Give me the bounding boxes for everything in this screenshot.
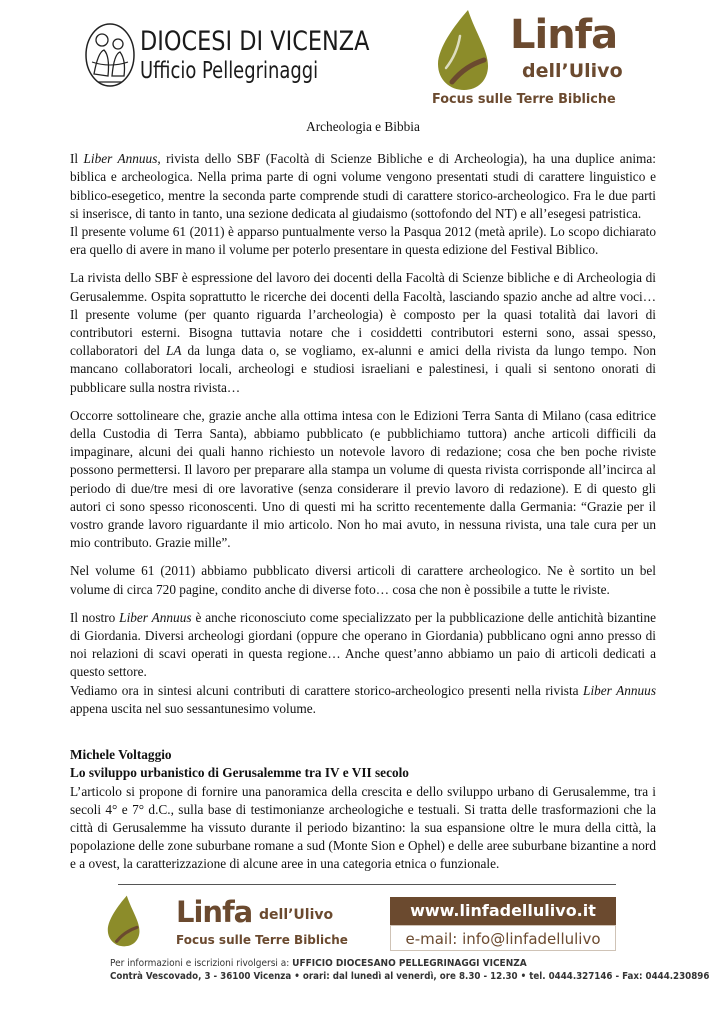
la-italic: LA: [166, 343, 182, 359]
footer-linfa-logo: [104, 893, 364, 953]
diocese-subtitle: Ufficio Pellegrinaggi: [140, 58, 319, 84]
paragraph-4: Occorre sottolineare che, grazie anche alla ottima intesa con le Edizioni Terra Santa di Milano (casa editrice della Custodia di Terra Santa), abbiamo pubblicato (e pubblichiamo tuttora) anche articoli difficili da impaginare, alcuni dei quali hanno richiesto un notevole lavoro di redazione; cosa che ben poche riviste possono permettersi. Il lavoro per preparare alla stampa un volume di questa rivista corrisponde all’incirca al periodo di due/tre mesi di ore lavorative (senza considerare il previo lavoro di redazione). E di questo gli autori ci sono spesso riconoscenti. Uno di questi mi ha scritto recentemente dalla Germania: “Grazie per il vostro grande lavoro riguardante il mio articolo. Non ho mai avuto, in nessuna rivista, una tale cura per un mio contributo. Grazie mille”.: [70, 407, 656, 551]
paragraph-2: Il presente volume 61 (2011) è apparso puntualmente verso la Pasqua 2012 (metà aprile). Lo scopo dichiarato era quello di avere in mano il volume per poterlo presentare in questa edizione del Festival Biblico.: [70, 224, 656, 258]
paragraph-8: L’articolo si propone di fornire una panoramica della crescita e dello sviluppo urbano di Gerusalemme, tra i secoli 4° e 7° d.C., sulla base di testimonianze archeologiche e testuali. Si tratta delle trasformazioni che la città di Gerusalemme ha vissuto durante il periodo bizantino: la sua espansione oltre le mura della città, la popolazione delle zone suburbane romane a sud (Monte Sion e Ophel) e delle aree suburbane bizantine a nord e a ovest, la caratterizzazione di alcune aree in una categoria etnica o funzionale.: [70, 783, 656, 872]
linfa-logo: [432, 8, 632, 108]
paragraph-7-text-a: Vediamo ora in sintesi alcuni contributi di carattere storico-archeologico presenti nella rivista: [70, 682, 584, 698]
website-link[interactable]: www.linfadellulivo.it: [390, 897, 616, 925]
paragraph-6: [70, 609, 656, 682]
paragraph-7: [70, 682, 656, 718]
document-title: Archeologia e Bibbia: [306, 119, 420, 134]
footer-divider: [118, 884, 616, 885]
footer-linfa-tagline: Focus sulle Terre Bibliche: [176, 933, 348, 947]
footer-office-name: UFFICIO DIOCESANO PELLEGRINAGGI VICENZA: [292, 958, 527, 969]
paragraph-3-text-c: da lunga data o, se vogliamo, ex-alunni e amici della rivista da lungo tempo. Non mancano collaboratori locali, archeologi e studiosi israeliani e palestinesi, i quali si sentono onorati di pubblicare sulla nostra rivista…: [70, 343, 656, 395]
olive-drop-icon: [104, 893, 142, 949]
article-title: Lo sviluppo urbanistico di Gerusalemme tra IV e VII secolo: [70, 765, 409, 781]
paragraph-3: [70, 269, 656, 396]
footer-linfa-dell-ulivo: dell’Ulivo: [259, 907, 334, 923]
email-link[interactable]: e-mail: info@linfadellulivo: [390, 925, 616, 951]
liber-annuus-italic: Liber Annuus: [119, 609, 192, 625]
footer-info-prefix: Per informazioni e iscrizioni rivolgersi a:: [110, 958, 293, 969]
paragraph-6-text-c: è anche riconosciuto come specializzato per la pubblicazione delle antichità bizantine di Giordania. Diversi archeologi giordani (oppure che operano in Giordania) pubblicano ogni anno presso di noi relazioni di scavi operati in questa regione… Anche quest’anno abbiamo un paio di articoli dedicati a questo settore.: [70, 609, 657, 680]
liber-annuus-italic: Liber Annuus: [83, 151, 158, 167]
paragraph-1-text-c: , rivista dello SBF (Facoltà di Scienze Bibliche e di Archeologia), ha una duplice anima: biblica e archeologica. Nella prima parte di ogni volume vengono presentati studi di carattere linguistico e biblico-esegetico, mentre la seconda parte comprende studi di carattere storico-archeologico. Fra le due parti si inserisce, di tanto in tanto, una sezione dedicata al giudaismo (sottofondo del NT) e all’esegesi patristica.: [70, 151, 656, 221]
paragraph-5: Nel volume 61 (2011) abbiamo pubblicato diversi articoli di carattere archeologico. Ne è sortito un bel volume di circa 720 pagine, condito anche di diverse foto… cosa che non è possibile a tutte le riviste.: [70, 563, 656, 597]
linfa-wordmark: Linfa: [510, 12, 618, 58]
footer-info-line-1: [110, 958, 527, 969]
paragraph-1: [70, 150, 656, 223]
diocese-logo: [84, 14, 370, 94]
linfa-tagline: Focus sulle Terre Bibliche: [432, 91, 616, 107]
page-header: [0, 0, 725, 110]
linfa-dell-ulivo: dell’Ulivo: [522, 60, 623, 82]
diocese-emblem-icon: [84, 22, 136, 88]
paragraph-1-text-a: Il: [70, 151, 84, 167]
paragraph-3-text-a: La rivista dello SBF è espressione del lavoro dei docenti della Facoltà di Scienze bibliche e di Archeologia di Gerusalemme. Ospita soprattutto le ricerche dei docenti della Facoltà, lasciando spazio anche ad altre voci… Il presente volume (per quanto riguarda l’archeologia) è composto per la quasi totalità dai lavori di contributori esterni. Bisogna tuttavia notare che i cosiddetti contributori esterni sono, assai spesso, collaboratori del: [70, 270, 656, 359]
footer-linfa-wordmark: Linfa: [176, 895, 253, 929]
article-author: Michele Voltaggio: [70, 747, 172, 763]
diocese-title: DIOCESI DI VICENZA: [140, 26, 370, 57]
document-body: [70, 118, 656, 874]
paragraph-7-text-c: appena uscita nel suo sessantunesimo volume.: [70, 700, 316, 716]
olive-drop-icon: [432, 8, 492, 92]
liber-annuus-italic: Liber Annuus: [583, 682, 656, 698]
paragraph-6-text-a: Il nostro: [70, 609, 120, 625]
footer-info-line-2: Contrà Vescovado, 3 - 36100 Vicenza • orari: dal lunedì al venerdì, ore 8.30 - 12.30 • tel. 0444.327146 - Fax: 0444.230896: [110, 971, 710, 982]
